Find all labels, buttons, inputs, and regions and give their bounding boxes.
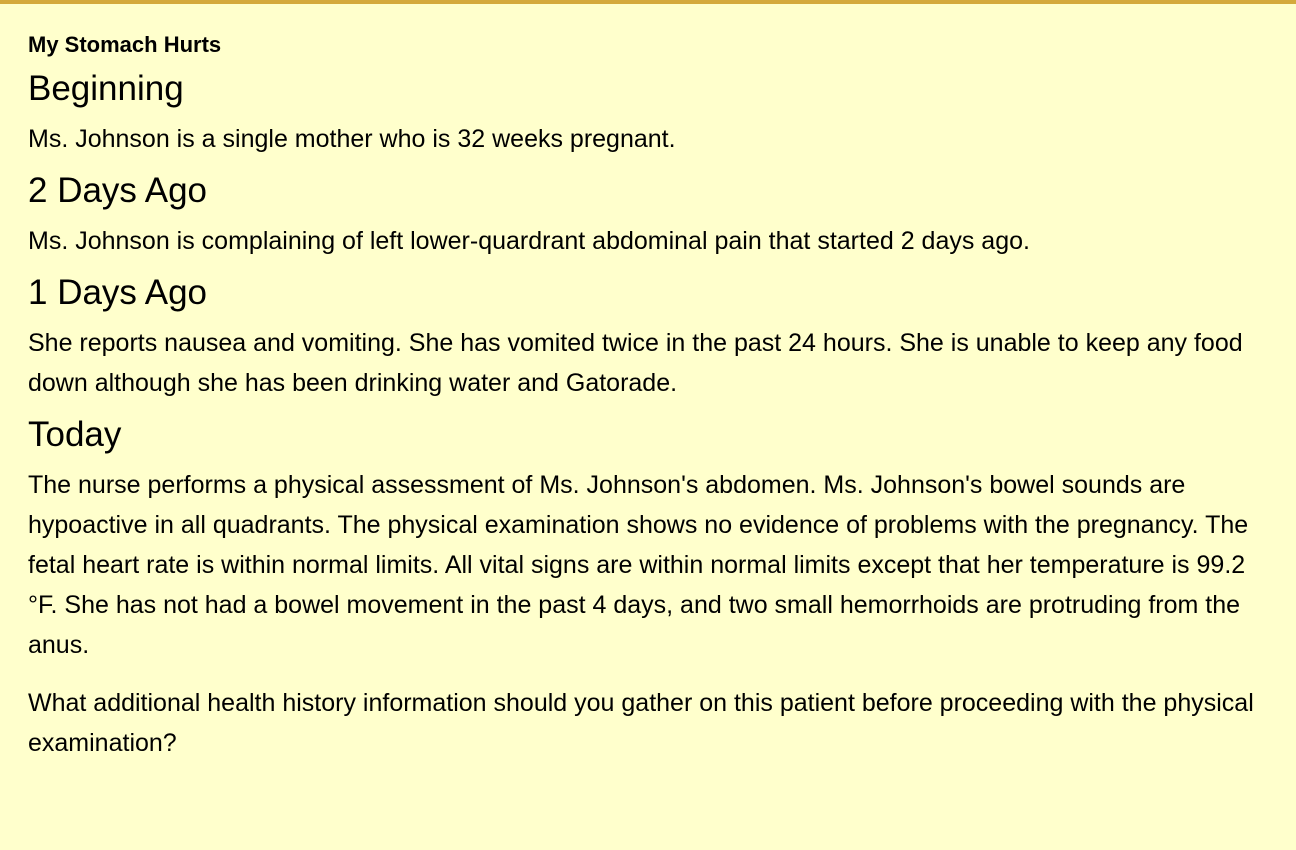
- section-text-2-days-ago: Ms. Johnson is complaining of left lower-quardrant abdominal pain that started 2 days ago.: [28, 227, 1030, 255]
- section-text-today-question: What additional health history information should you gather on this patient before proceeding with the physical examination?: [28, 689, 1254, 757]
- section-heading-1-days-ago: 1 Days Ago: [28, 273, 207, 312]
- section-heading-beginning: Beginning: [28, 69, 184, 108]
- case-study-page: [0, 4, 1296, 763]
- section-text-beginning: Ms. Johnson is a single mother who is 32 weeks pregnant.: [28, 125, 676, 153]
- section-text-1-days-ago: She reports nausea and vomiting. She has vomited twice in the past 24 hours. She is unable to keep any food down although she has been drinking water and Gatorade.: [28, 329, 1243, 397]
- section-heading-today: Today: [28, 415, 122, 454]
- section-heading-2-days-ago: 2 Days Ago: [28, 171, 207, 210]
- case-title: My Stomach Hurts: [28, 32, 222, 57]
- section-text-today-assessment: The nurse performs a physical assessment of Ms. Johnson's abdomen. Ms. Johnson's bowel sounds are hypoactive in all quadrants. The physical examination shows no evidence of problems with the pregnancy. The fetal heart rate is within normal limits. All vital signs are within normal limits except that her temperature is 99.2 °F. She has not had a bowel movement in the past 4 days, and two small hemorrhoids are protruding from the anus.: [28, 471, 1249, 659]
